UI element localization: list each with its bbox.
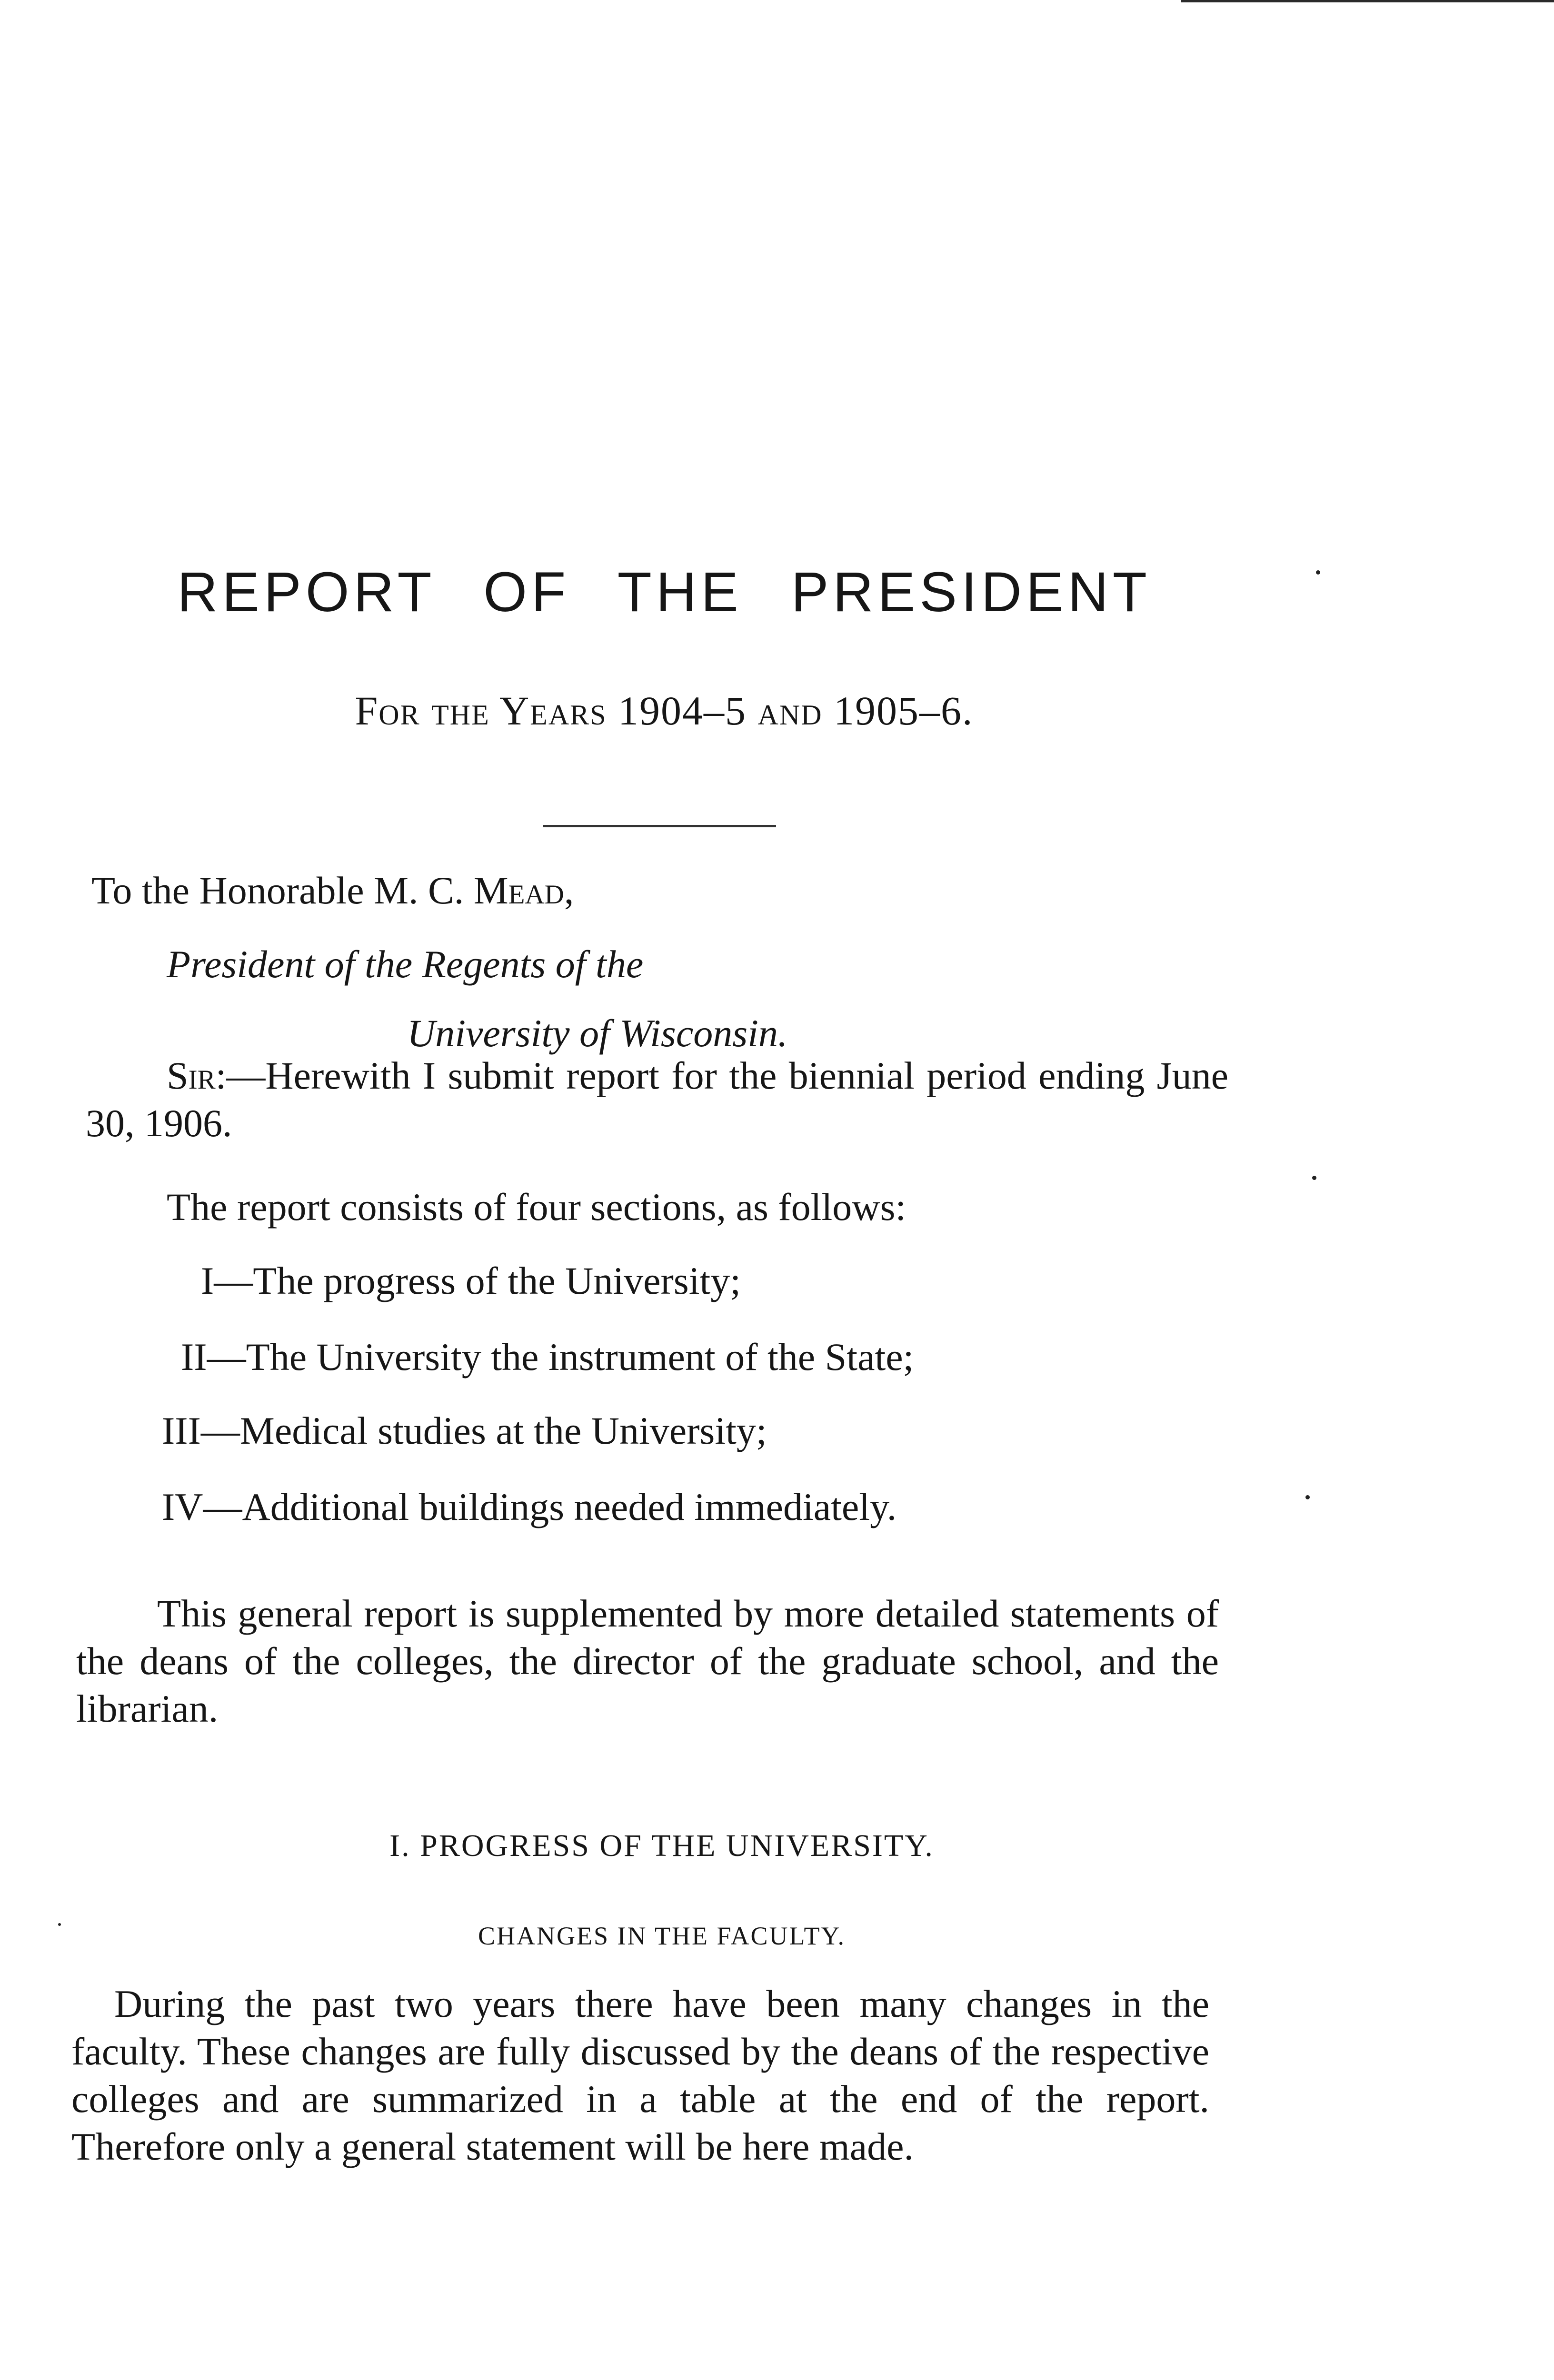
section-list-item-1: I—The progress of the University;: [201, 1259, 741, 1302]
sir-text: :—Herewith I submit report for the biennial period ending June 30, 1906.: [86, 1054, 1228, 1145]
section-list-item-2: II—The University the instrument of the State;: [181, 1335, 914, 1378]
print-speck: [1316, 570, 1320, 575]
print-speck: [1305, 1495, 1310, 1499]
sir-label: Sir: [167, 1054, 216, 1097]
print-speck: [58, 1923, 61, 1926]
section-list-item-3: III—Medical studies at the University;: [162, 1409, 767, 1452]
page-title: REPORT OF THE PRESIDENT: [177, 561, 1151, 624]
page-subtitle: For the Years 1904–5 and 1905–6.: [355, 688, 974, 734]
salutation: [91, 871, 574, 910]
subheading: CHANGES IN THE FACULTY.: [478, 1922, 846, 1950]
sections-intro: The report consists of four sections, as follows:: [167, 1185, 906, 1229]
title-divider: [543, 825, 776, 827]
top-edge-rule: [1181, 0, 1554, 2]
supplement-paragraph: This general report is supplemented by more detailed statements of the deans of the colleges, the director of the graduate school, and the librarian.: [76, 1592, 1219, 1730]
print-speck: [1312, 1176, 1316, 1180]
section-heading: I. PROGRESS OF THE UNIVERSITY.: [389, 1828, 934, 1863]
address-line-2: University of Wisconsin.: [407, 1012, 788, 1055]
salutation-prefix: To the Honorable M. C.: [91, 869, 474, 912]
address-line-1: President of the Regents of the: [167, 942, 644, 986]
salutation-name: Mead: [473, 869, 564, 912]
faculty-paragraph: During the past two years there have been many changes in the faculty. These changes are fully discussed by the deans of the respective colleges and are summarized in a table at the end of the report. Therefore only a general statement will be here made.: [71, 1982, 1209, 2168]
section-list-item-4: IV—Additional buildings needed immediately.: [162, 1485, 897, 1528]
opening-paragraph: [86, 1052, 1228, 1147]
salutation-suffix: ,: [564, 869, 574, 912]
